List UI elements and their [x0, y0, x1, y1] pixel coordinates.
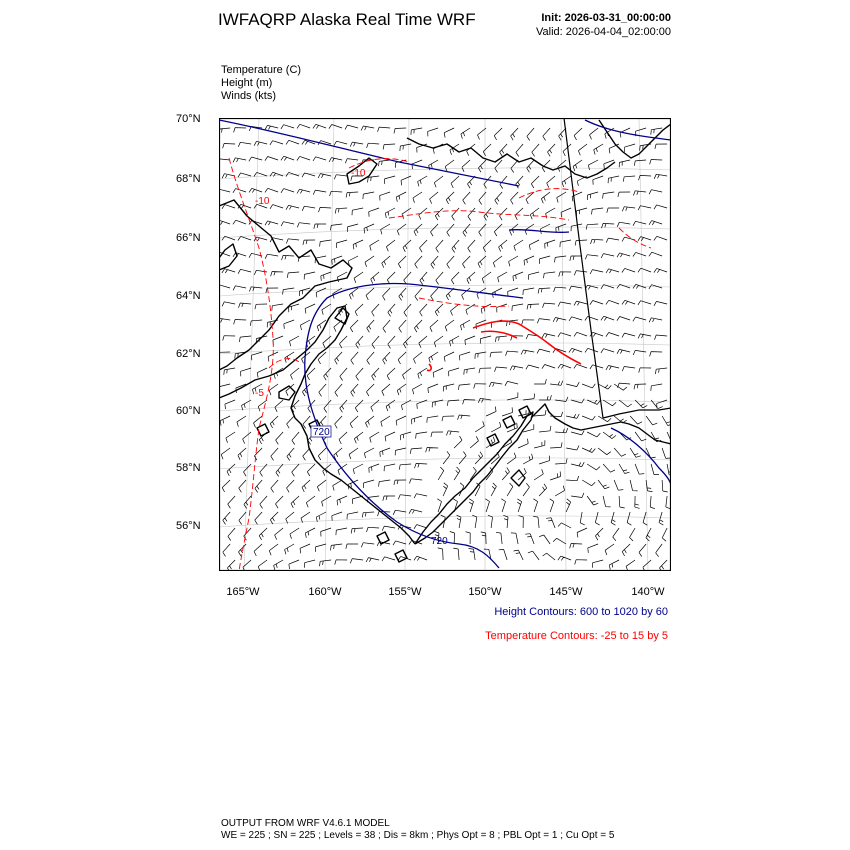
- valid-time: Valid: 2026-04-04_02:00:00: [536, 26, 671, 38]
- model-info-line2: WE = 225 ; SN = 225 ; Levels = 38 ; Dis = 8km ; Phys Opt = 8 ; PBL Opt = 1 ; Cu Opt = 5: [221, 830, 615, 841]
- map-panel[interactable]: [219, 118, 671, 571]
- lat-label: 70°N: [176, 113, 201, 125]
- temperature-warm-band: [427, 321, 581, 371]
- lat-label: 60°N: [176, 405, 201, 417]
- height-label: 720: [431, 536, 448, 547]
- height-contours-note: Height Contours: 600 to 1020 by 60: [494, 606, 668, 618]
- field-winds-label: Winds (kts): [221, 90, 276, 102]
- graticule: [219, 118, 671, 571]
- wind-barb-field: [219, 124, 671, 571]
- wind-barbs: [219, 124, 671, 571]
- temperature-label: -10: [351, 168, 366, 179]
- lon-label: 155°W: [388, 586, 422, 598]
- map-border: [220, 119, 671, 571]
- model-info-line1: OUTPUT FROM WRF V4.6.1 MODEL: [221, 818, 390, 829]
- coastline: [219, 118, 671, 562]
- map-title: IWFAQRP Alaska Real Time WRF: [218, 10, 476, 29]
- lon-label: 145°W: [549, 586, 583, 598]
- lon-label: 140°W: [631, 586, 665, 598]
- lat-label: 58°N: [176, 462, 201, 474]
- lat-label: 64°N: [176, 290, 201, 302]
- temperature-label: -10: [255, 196, 270, 207]
- height-contour-labels: [311, 426, 448, 547]
- temperature-label: -5: [255, 388, 264, 399]
- init-time: Init: 2026-03-31_00:00:00: [541, 12, 671, 24]
- temperature-contours: [229, 158, 651, 571]
- height-label: 720: [313, 427, 330, 438]
- temperature-contours-note: Temperature Contours: -25 to 15 by 5: [485, 630, 668, 642]
- lat-label: 62°N: [176, 348, 201, 360]
- lat-label: 66°N: [176, 232, 201, 244]
- lon-label: 160°W: [308, 586, 342, 598]
- lat-label: 56°N: [176, 520, 201, 532]
- lat-label: 68°N: [176, 173, 201, 185]
- field-height-label: Height (m): [221, 77, 273, 89]
- lon-label: 150°W: [468, 586, 502, 598]
- lon-label: 165°W: [226, 586, 260, 598]
- field-temperature-label: Temperature (C): [221, 64, 302, 76]
